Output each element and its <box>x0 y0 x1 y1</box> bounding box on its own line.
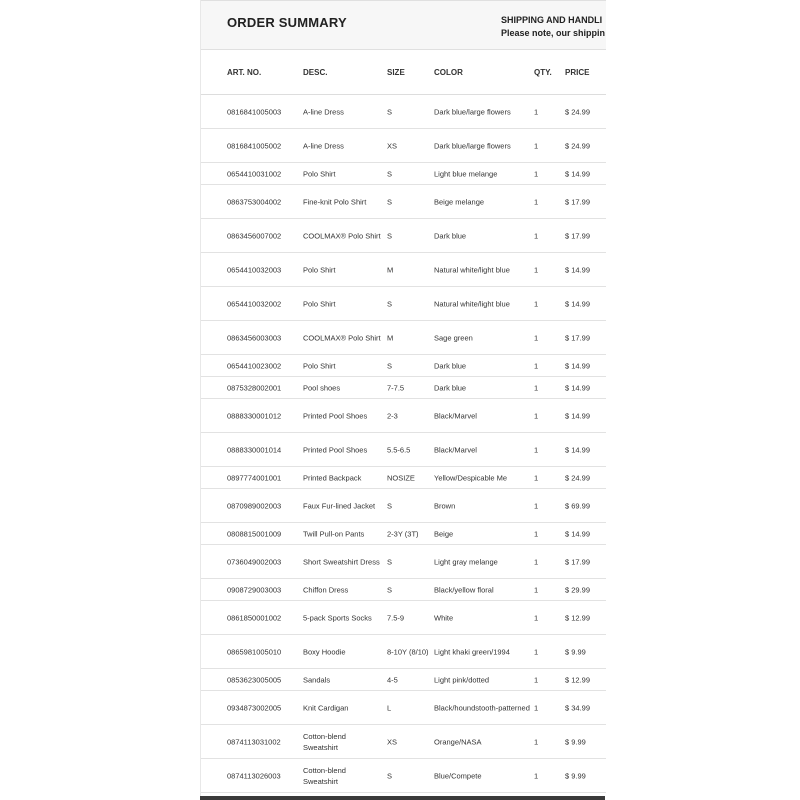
row-price: $ 12.99 <box>565 613 591 622</box>
row-art-number: 0861850001002 <box>227 613 282 622</box>
row-color: Black/Marvel <box>434 411 477 420</box>
row-size: M <box>387 333 394 342</box>
row-color: Natural white/light blue <box>434 299 510 308</box>
row-size: 2-3 <box>387 411 398 420</box>
row-quantity: 1 <box>534 647 539 656</box>
row-quantity: 1 <box>534 445 539 454</box>
row-color: Dark blue <box>434 231 467 240</box>
row-description: Polo Shirt <box>303 361 336 370</box>
table-row <box>201 545 606 579</box>
table-row <box>201 321 606 355</box>
order-items-list <box>201 95 606 793</box>
row-art-number: 0654410032002 <box>227 299 282 308</box>
table-row <box>201 725 606 759</box>
row-size: S <box>387 169 393 178</box>
row-art-number: 0874113026003 <box>227 771 281 780</box>
row-price: $ 69.99 <box>565 501 591 510</box>
row-art-number: 0875328002001 <box>227 383 282 392</box>
table-row <box>201 219 606 253</box>
row-color: Brown <box>434 501 456 510</box>
row-quantity: 1 <box>534 557 539 566</box>
page-title: ORDER SUMMARY <box>227 15 347 30</box>
row-art-number: 0908729003003 <box>227 585 282 594</box>
row-quantity: 1 <box>534 231 539 240</box>
row-color: Light khaki green/1994 <box>434 647 510 656</box>
column-header-qty: QTY. <box>534 68 552 77</box>
row-description: Printed Pool Shoes <box>303 445 368 454</box>
row-color: Orange/NASA <box>434 737 482 746</box>
row-description: Pool shoes <box>303 383 341 392</box>
row-quantity: 1 <box>534 529 539 538</box>
table-row <box>201 163 606 185</box>
row-price: $ 14.99 <box>565 169 591 178</box>
row-color: Dark blue/large flowers <box>434 141 511 150</box>
row-quantity: 1 <box>534 501 539 510</box>
row-description: COOLMAX® Polo Shirt <box>303 333 381 342</box>
row-color: Black/yellow floral <box>434 585 494 594</box>
column-header-color: COLOR <box>434 68 463 77</box>
row-price: $ 9.99 <box>565 771 586 780</box>
row-quantity: 1 <box>534 473 539 482</box>
table-row <box>201 433 606 467</box>
row-size: S <box>387 231 393 240</box>
column-header-art-no: ART. NO. <box>227 68 262 77</box>
row-quantity: 1 <box>534 299 539 308</box>
row-color: Yellow/Despicable Me <box>434 473 508 482</box>
row-description: Faux Fur-lined Jacket <box>303 501 376 510</box>
row-art-number: 0808815001009 <box>227 529 282 538</box>
row-price: $ 9.99 <box>565 737 586 746</box>
row-price: $ 14.99 <box>565 529 591 538</box>
row-color: White <box>434 613 454 622</box>
table-row <box>201 185 606 219</box>
row-size: XS <box>387 737 398 746</box>
row-size: NOSIZE <box>387 473 415 482</box>
row-quantity: 1 <box>534 737 539 746</box>
row-quantity: 1 <box>534 141 539 150</box>
row-art-number: 0816841005002 <box>227 141 282 150</box>
row-price: $ 14.99 <box>565 361 591 370</box>
row-size: 5.5-6.5 <box>387 445 411 454</box>
row-quantity: 1 <box>534 771 539 780</box>
table-row <box>201 377 606 399</box>
table-row <box>201 399 606 433</box>
column-header-price: PRICE <box>565 68 590 77</box>
row-description: Twill Pull-on Pants <box>303 529 365 538</box>
row-color: Beige <box>434 529 454 538</box>
row-size: M <box>387 265 394 274</box>
row-price: $ 29.99 <box>565 585 591 594</box>
row-size: 8-10Y (8/10) <box>387 647 429 656</box>
row-quantity: 1 <box>534 197 539 206</box>
bottom-scroll-bar <box>200 796 605 800</box>
row-art-number: 0816841005003 <box>227 107 282 116</box>
row-size: S <box>387 501 393 510</box>
row-description: Knit Cardigan <box>303 703 349 712</box>
row-size: S <box>387 299 393 308</box>
row-color: Beige melange <box>434 197 485 206</box>
row-quantity: 1 <box>534 265 539 274</box>
table-row <box>201 635 606 669</box>
table-row <box>201 579 606 601</box>
order-summary-panel <box>200 0 606 800</box>
row-art-number: 0654410031002 <box>227 169 282 178</box>
table-row <box>201 253 606 287</box>
row-description: A-line Dress <box>303 141 344 150</box>
row-description: COOLMAX® Polo Shirt <box>303 231 381 240</box>
row-size: 7.5-9 <box>387 613 405 622</box>
shipping-note: Please note, our shippin <box>501 28 606 38</box>
row-color: Light gray melange <box>434 557 498 566</box>
row-art-number: 0897774001001 <box>227 473 282 482</box>
row-quantity: 1 <box>534 383 539 392</box>
row-description: Printed Backpack <box>303 473 362 482</box>
row-art-number: 0874113031002 <box>227 737 281 746</box>
row-description: Polo Shirt <box>303 299 336 308</box>
row-price: $ 17.99 <box>565 557 591 566</box>
row-quantity: 1 <box>534 613 539 622</box>
row-description: Boxy Hoodie <box>303 647 346 656</box>
row-art-number: 0654410032003 <box>227 265 282 274</box>
row-description: Cotton-blend Sweatshirt <box>303 765 346 786</box>
shipping-title: SHIPPING AND HANDLI <box>501 15 603 25</box>
row-size: 2-3Y (3T) <box>387 529 419 538</box>
row-quantity: 1 <box>534 169 539 178</box>
row-quantity: 1 <box>534 703 539 712</box>
row-size: S <box>387 361 393 370</box>
row-description: Chiffon Dress <box>303 585 349 594</box>
row-art-number: 0736049002003 <box>227 557 282 566</box>
row-description: 5-pack Sports Socks <box>303 613 372 622</box>
summary-header <box>201 0 606 50</box>
row-art-number: 0863456007002 <box>227 231 282 240</box>
row-art-number: 0654410023002 <box>227 361 282 370</box>
row-size: S <box>387 107 393 116</box>
row-color: Blue/Compete <box>434 771 482 780</box>
table-row <box>201 669 606 691</box>
row-art-number: 0853623005005 <box>227 675 282 684</box>
row-price: $ 14.99 <box>565 299 591 308</box>
row-price: $ 9.99 <box>565 647 586 656</box>
table-row <box>201 467 606 489</box>
row-quantity: 1 <box>534 411 539 420</box>
row-quantity: 1 <box>534 107 539 116</box>
row-price: $ 34.99 <box>565 703 591 712</box>
table-row <box>201 601 606 635</box>
row-quantity: 1 <box>534 333 539 342</box>
row-price: $ 14.99 <box>565 383 591 392</box>
row-price: $ 12.99 <box>565 675 591 684</box>
row-color: Dark blue <box>434 383 467 392</box>
table-row <box>201 489 606 523</box>
column-header-desc: DESC. <box>303 68 328 77</box>
row-quantity: 1 <box>534 675 539 684</box>
table-row <box>201 523 606 545</box>
row-color: Dark blue/large flowers <box>434 107 511 116</box>
row-price: $ 24.99 <box>565 141 591 150</box>
column-header-size: SIZE <box>387 68 405 77</box>
row-description: Fine-knit Polo Shirt <box>303 197 367 206</box>
row-quantity: 1 <box>534 585 539 594</box>
row-art-number: 0934873002005 <box>227 703 282 712</box>
row-color: Dark blue <box>434 361 467 370</box>
table-row <box>201 129 606 163</box>
row-size: 7-7.5 <box>387 383 405 392</box>
row-price: $ 17.99 <box>565 197 591 206</box>
row-size: S <box>387 557 393 566</box>
row-color: Light blue melange <box>434 169 498 178</box>
table-row <box>201 355 606 377</box>
row-size: XS <box>387 141 398 150</box>
row-art-number: 0870989002003 <box>227 501 282 510</box>
row-description: Printed Pool Shoes <box>303 411 368 420</box>
row-size: S <box>387 585 393 594</box>
row-price: $ 14.99 <box>565 411 591 420</box>
row-price: $ 24.99 <box>565 473 591 482</box>
row-art-number: 0865981005010 <box>227 647 282 656</box>
row-description: Polo Shirt <box>303 169 336 178</box>
row-description: Sandals <box>303 675 331 684</box>
row-color: Sage green <box>434 333 473 342</box>
table-row <box>201 287 606 321</box>
row-price: $ 17.99 <box>565 231 591 240</box>
row-quantity: 1 <box>534 361 539 370</box>
row-description: Cotton-blend Sweatshirt <box>303 731 346 752</box>
row-price: $ 24.99 <box>565 107 591 116</box>
table-row <box>201 691 606 725</box>
row-color: Black/Marvel <box>434 445 477 454</box>
row-art-number: 0888330001014 <box>227 445 282 454</box>
row-description: Short Sweatshirt Dress <box>303 557 380 566</box>
table-row <box>201 759 606 793</box>
row-price: $ 17.99 <box>565 333 591 342</box>
row-art-number: 0863753004002 <box>227 197 282 206</box>
row-description: A-line Dress <box>303 107 344 116</box>
row-color: Light pink/dotted <box>434 675 490 684</box>
row-size: 4-5 <box>387 675 398 684</box>
row-price: $ 14.99 <box>565 445 591 454</box>
row-color: Black/houndstooth-patterned <box>434 703 530 712</box>
row-size: S <box>387 771 393 780</box>
row-size: S <box>387 197 393 206</box>
row-art-number: 0863456003003 <box>227 333 282 342</box>
table-row <box>201 95 606 129</box>
row-size: L <box>387 703 392 712</box>
row-art-number: 0888330001012 <box>227 411 282 420</box>
row-color: Natural white/light blue <box>434 265 510 274</box>
row-description: Polo Shirt <box>303 265 336 274</box>
row-price: $ 14.99 <box>565 265 591 274</box>
